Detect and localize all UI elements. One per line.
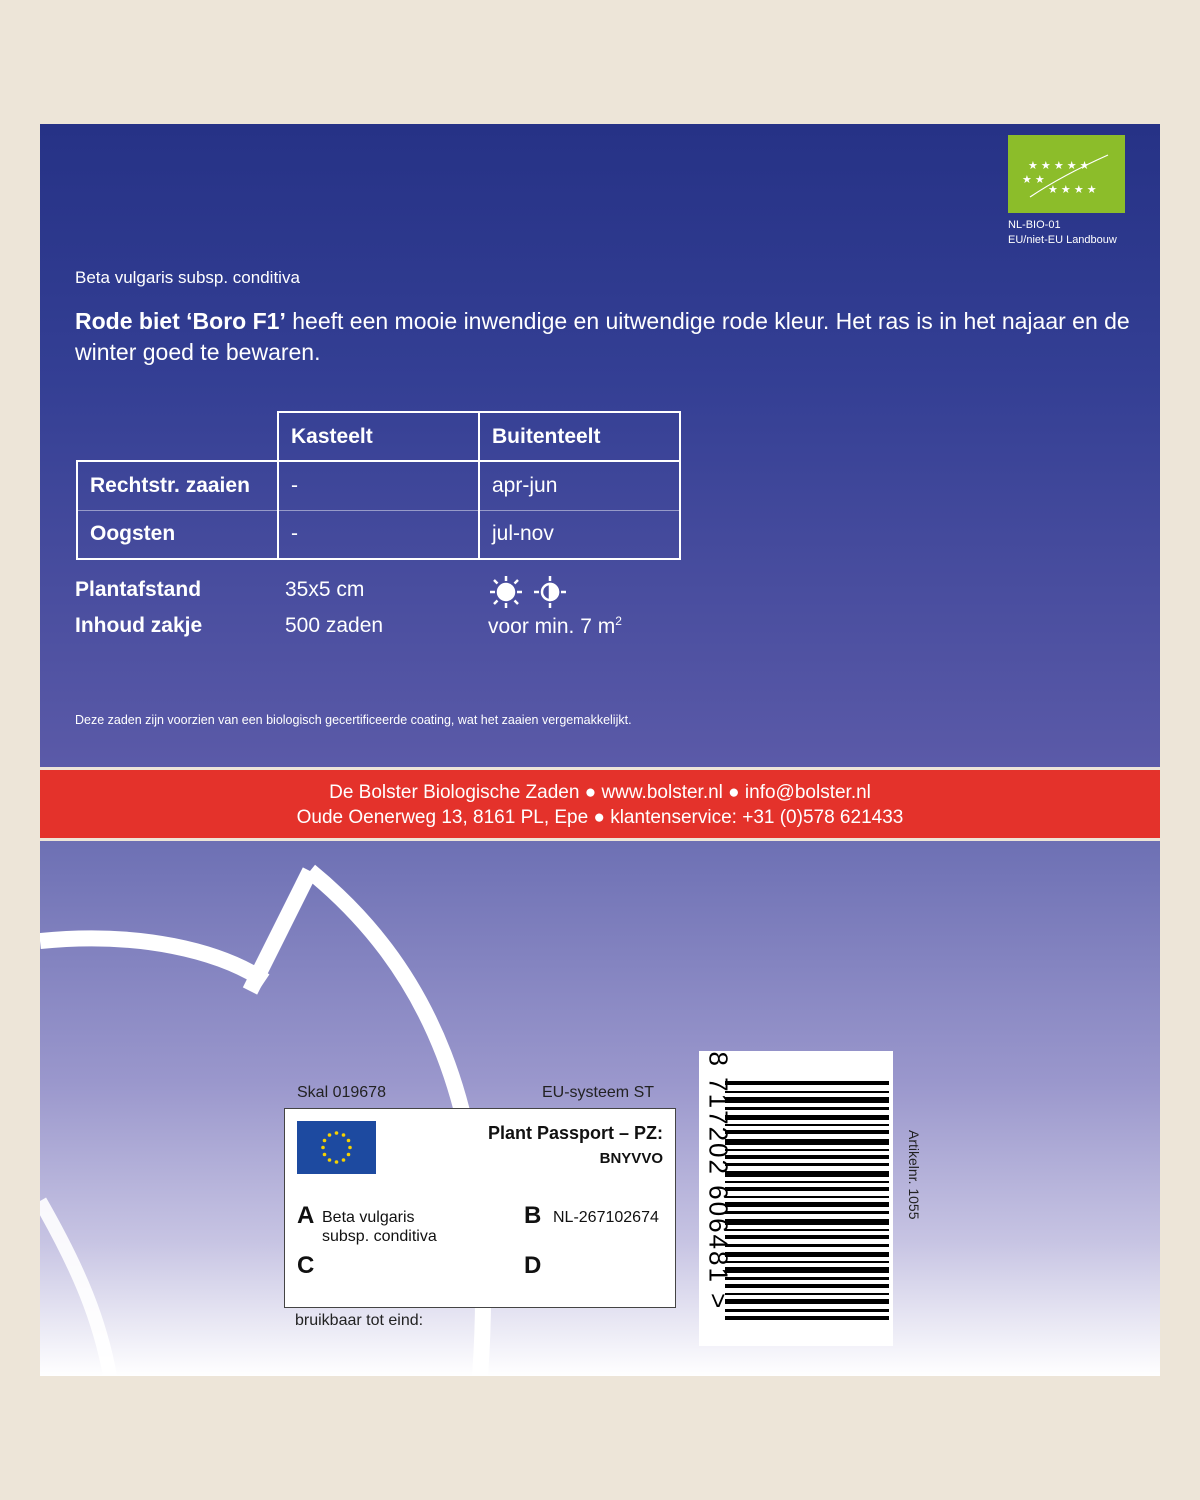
coating-note: Deze zaden zijn voorzien van een biologisch gecertificeerde coating, wat het zaaien vergemakkelijkt.: [75, 713, 632, 727]
seed-packet-back: [40, 124, 1160, 1376]
cert-origin-text: EU/niet-EU Landbouw: [1008, 234, 1117, 246]
svg-text:★ ★: ★ ★: [1022, 174, 1045, 186]
barcode-bars: [725, 1081, 889, 1321]
header-kasteelt: Kasteelt: [278, 412, 479, 461]
coverage-value: voor min. 7 m: [488, 615, 616, 638]
coverage-text: [488, 614, 622, 639]
row-label-zaaien: Rechtstr. zaaien: [77, 461, 278, 510]
table-header-row: [77, 412, 680, 461]
product-description: [75, 306, 1145, 368]
barcode: [699, 1051, 893, 1346]
field-b-label: B: [524, 1202, 542, 1229]
inhoud-value: 500 zaden: [285, 614, 384, 637]
cell-zaaien-kas: -: [278, 461, 479, 510]
table-row: [77, 461, 680, 510]
coverage-sup: 2: [615, 614, 622, 628]
best-before-label: bruikbaar tot eind:: [295, 1312, 424, 1329]
table-row: [77, 510, 680, 559]
cell-oogsten-kas: -: [278, 510, 479, 559]
company-line-2: Oude Oenerweg 13, 8161 PL, Epe ● klantenservice: +31 (0)578 621433: [296, 807, 904, 828]
field-a-label: A: [297, 1202, 315, 1229]
cell-oogsten-buiten: jul-nov: [479, 510, 680, 559]
skal-number: Skal 019678: [297, 1084, 386, 1101]
passport-title: Plant Passport – PZ:: [487, 1123, 663, 1143]
row-label-oogsten: Oogsten: [77, 510, 278, 559]
plantafstand-label: Plantafstand: [75, 578, 202, 601]
eu-system: EU-systeem ST: [542, 1084, 655, 1101]
cell-zaaien-buiten: apr-jun: [479, 461, 680, 510]
eu-organic-logo: [1008, 135, 1125, 213]
organic-cert-code: [1008, 218, 1117, 248]
field-b-value: NL-267102674: [553, 1209, 659, 1226]
latin-name: Beta vulgaris subsp. conditiva: [75, 268, 300, 287]
company-line-1: De Bolster Biologische Zaden ● www.bolster.nl ● info@bolster.nl: [329, 782, 871, 803]
product-name: Rode biet ‘Boro F1’: [75, 308, 286, 334]
plantafstand-value: 35x5 cm: [285, 578, 365, 601]
plant-passport: [284, 1108, 676, 1308]
field-a-line-2: subsp. conditiva: [322, 1228, 437, 1245]
field-c-label: C: [297, 1252, 315, 1279]
half-shade-icon: [534, 576, 566, 608]
field-a-line-1: Beta vulgaris: [322, 1209, 415, 1226]
bottom-panel: [40, 841, 1160, 1376]
info-panel: [40, 124, 1160, 767]
cert-code-text: NL-BIO-01: [1008, 219, 1061, 231]
description-text: heeft een mooie inwendige en uitwendige rode kleur. Het ras is in het najaar en de winter goed te bewaren.: [75, 308, 1130, 365]
barcode-digits: 8 717202 606481 >: [703, 1051, 734, 1311]
svg-text:★ ★ ★ ★: ★ ★ ★ ★: [1048, 184, 1097, 196]
field-d-label: D: [524, 1252, 542, 1279]
sun-icons: [488, 574, 568, 610]
inhoud-label: Inhoud zakje: [75, 614, 203, 637]
company-band: [40, 770, 1160, 838]
passport-code: BNYVVO: [599, 1150, 663, 1167]
sowing-schedule-table: [76, 411, 681, 560]
sun-icon: [490, 576, 522, 608]
field-a-value: [322, 1208, 437, 1246]
svg-text:★ ★ ★ ★ ★: ★ ★ ★ ★ ★: [1028, 160, 1090, 172]
article-number: Artikelnr. 1055: [906, 1130, 922, 1220]
eu-flag-icon: [297, 1121, 376, 1174]
header-buitenteelt: Buitenteelt: [479, 412, 680, 461]
